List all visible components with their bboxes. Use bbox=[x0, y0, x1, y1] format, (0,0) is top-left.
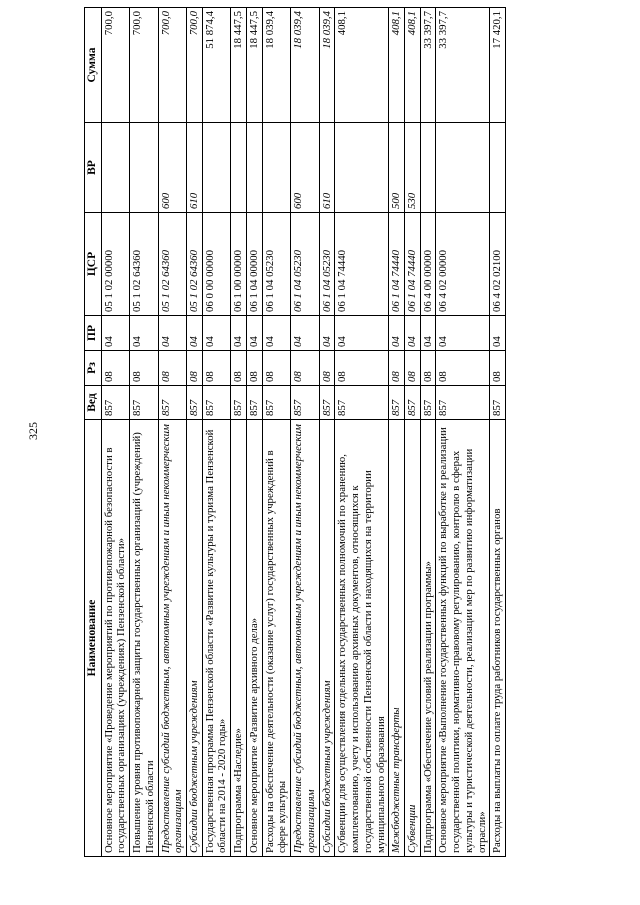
table-header-row bbox=[85, 8, 102, 857]
cell-vr bbox=[202, 123, 230, 213]
cell-csr: 06 1 00 00000 bbox=[231, 213, 247, 316]
cell-vr bbox=[420, 123, 436, 213]
cell-sum: 408,1 bbox=[389, 8, 405, 123]
cell-rz: 08 bbox=[490, 351, 506, 386]
table-row bbox=[186, 8, 202, 857]
cell-vr bbox=[246, 123, 262, 213]
cell-ved: 857 bbox=[231, 386, 247, 420]
table-row bbox=[420, 8, 436, 857]
table-row bbox=[158, 8, 186, 857]
header-name: Наименование bbox=[85, 420, 102, 857]
cell-name: Предоставление субсидий бюджетным, автономным учреждениям и иным некоммерческим организациям bbox=[291, 420, 319, 857]
cell-csr: 05 1 02 64360 bbox=[130, 213, 158, 316]
cell-rz: 08 bbox=[101, 351, 129, 386]
cell-csr: 06 1 04 05230 bbox=[319, 213, 335, 316]
cell-ved: 857 bbox=[101, 386, 129, 420]
cell-vr bbox=[490, 123, 506, 213]
cell-pr: 04 bbox=[389, 316, 405, 351]
cell-csr: 06 4 02 00000 bbox=[436, 213, 490, 316]
cell-name: Расходы на выплаты по оплате труда работников государственных органов bbox=[490, 420, 506, 857]
cell-csr: 05 1 02 00000 bbox=[101, 213, 129, 316]
cell-sum: 33 397,7 bbox=[420, 8, 436, 123]
cell-ved: 857 bbox=[436, 386, 490, 420]
page-number: 325 bbox=[26, 422, 40, 440]
cell-rz: 08 bbox=[389, 351, 405, 386]
cell-name: Межбюджетные трансферты bbox=[389, 420, 405, 857]
cell-rz: 08 bbox=[319, 351, 335, 386]
cell-rz: 08 bbox=[335, 351, 389, 386]
cell-rz: 08 bbox=[186, 351, 202, 386]
cell-sum: 51 874,4 bbox=[202, 8, 230, 123]
cell-ved: 857 bbox=[262, 386, 290, 420]
table-row bbox=[490, 8, 506, 857]
table-row bbox=[246, 8, 262, 857]
table-row bbox=[101, 8, 129, 857]
rotated-page-content bbox=[84, 11, 544, 857]
cell-csr: 05 1 02 64360 bbox=[158, 213, 186, 316]
cell-sum: 408,1 bbox=[404, 8, 420, 123]
cell-ved: 857 bbox=[420, 386, 436, 420]
table-row bbox=[436, 8, 490, 857]
cell-vr: 600 bbox=[158, 123, 186, 213]
cell-name: Подпрограмма «Обеспечение условий реализации программы» bbox=[420, 420, 436, 857]
cell-csr: 06 1 04 05230 bbox=[291, 213, 319, 316]
cell-vr bbox=[130, 123, 158, 213]
cell-name: Основное мероприятие «Развитие архивного дела» bbox=[246, 420, 262, 857]
cell-pr: 04 bbox=[186, 316, 202, 351]
cell-name: Основное мероприятие «Выполнение государственных функций по выработке и реализации государственной политики, нормативно-правовому регулированию, контролю в сферах культуры и туристической деятельности, реализации мер по развитию информатизации отрасли» bbox=[436, 420, 490, 857]
cell-name: Субсидии бюджетным учреждениям bbox=[186, 420, 202, 857]
cell-csr: 06 4 02 02100 bbox=[490, 213, 506, 316]
cell-sum: 33 397,7 bbox=[436, 8, 490, 123]
cell-name: Расходы на обеспечение деятельности (оказание услуг) государственных учреждений в сфере культуры bbox=[262, 420, 290, 857]
header-rz: Рз bbox=[85, 351, 102, 386]
table-body bbox=[101, 8, 506, 857]
cell-pr: 04 bbox=[490, 316, 506, 351]
cell-ved: 857 bbox=[202, 386, 230, 420]
cell-rz: 08 bbox=[202, 351, 230, 386]
cell-name: Субсидии бюджетным учреждениям bbox=[319, 420, 335, 857]
cell-name: Государственная программа Пензенской области «Развитие культуры и туризма Пензенской области на 2014 - 2020 годы» bbox=[202, 420, 230, 857]
table-row bbox=[335, 8, 389, 857]
cell-csr: 05 1 02 64360 bbox=[186, 213, 202, 316]
cell-ved: 857 bbox=[186, 386, 202, 420]
table-row bbox=[130, 8, 158, 857]
cell-sum: 18 039,4 bbox=[319, 8, 335, 123]
cell-vr bbox=[335, 123, 389, 213]
cell-pr: 04 bbox=[291, 316, 319, 351]
cell-sum: 408,1 bbox=[335, 8, 389, 123]
cell-ved: 857 bbox=[246, 386, 262, 420]
cell-pr: 04 bbox=[420, 316, 436, 351]
cell-name: Субвенции для осуществления отдельных государственных полномочий по хранению, комплектованию, учету и использованию архивных документов, относящихся к государственной собственности Пензенской области и находящихся на территории муниципального образования bbox=[335, 420, 389, 857]
cell-pr: 04 bbox=[130, 316, 158, 351]
cell-sum: 18 039,4 bbox=[291, 8, 319, 123]
cell-sum: 18 447,5 bbox=[231, 8, 247, 123]
cell-pr: 04 bbox=[158, 316, 186, 351]
cell-pr: 04 bbox=[335, 316, 389, 351]
cell-pr: 04 bbox=[436, 316, 490, 351]
cell-csr: 06 1 04 74440 bbox=[335, 213, 389, 316]
cell-vr bbox=[262, 123, 290, 213]
header-sum: Сумма bbox=[85, 8, 102, 123]
header-csr: ЦСР bbox=[85, 213, 102, 316]
cell-vr: 610 bbox=[186, 123, 202, 213]
header-ved: Вед bbox=[85, 386, 102, 420]
cell-pr: 04 bbox=[262, 316, 290, 351]
budget-table bbox=[84, 7, 506, 857]
cell-csr: 06 1 04 00000 bbox=[246, 213, 262, 316]
table-row bbox=[202, 8, 230, 857]
cell-sum: 700,0 bbox=[130, 8, 158, 123]
table-row bbox=[319, 8, 335, 857]
cell-name: Подпрограмма «Наследие» bbox=[231, 420, 247, 857]
cell-rz: 08 bbox=[231, 351, 247, 386]
cell-csr: 06 1 04 74440 bbox=[389, 213, 405, 316]
cell-sum: 700,0 bbox=[158, 8, 186, 123]
cell-sum: 700,0 bbox=[101, 8, 129, 123]
cell-ved: 857 bbox=[490, 386, 506, 420]
cell-csr: 06 1 04 74440 bbox=[404, 213, 420, 316]
cell-pr: 04 bbox=[231, 316, 247, 351]
cell-ved: 857 bbox=[130, 386, 158, 420]
cell-vr: 600 bbox=[291, 123, 319, 213]
cell-ved: 857 bbox=[335, 386, 389, 420]
header-vr: ВР bbox=[85, 123, 102, 213]
cell-name: Субвенции bbox=[404, 420, 420, 857]
cell-sum: 700,0 bbox=[186, 8, 202, 123]
table-row bbox=[291, 8, 319, 857]
cell-rz: 08 bbox=[420, 351, 436, 386]
cell-ved: 857 bbox=[291, 386, 319, 420]
cell-name: Повышение уровня противопожарной защиты государственных организаций (учреждений) Пензенской области bbox=[130, 420, 158, 857]
cell-csr: 06 1 04 05230 bbox=[262, 213, 290, 316]
cell-ved: 857 bbox=[404, 386, 420, 420]
header-pr: ПР bbox=[85, 316, 102, 351]
cell-vr bbox=[101, 123, 129, 213]
cell-name: Предоставление субсидий бюджетным, автономным учреждениям и иным некоммерческим организациям bbox=[158, 420, 186, 857]
cell-pr: 04 bbox=[404, 316, 420, 351]
cell-pr: 04 bbox=[101, 316, 129, 351]
cell-csr: 06 0 00 00000 bbox=[202, 213, 230, 316]
cell-ved: 857 bbox=[158, 386, 186, 420]
cell-sum: 18 039,4 bbox=[262, 8, 290, 123]
cell-name: Основное мероприятие «Проведение мероприятий по противопожарной безопасности в государственных организациях (учреждениях) Пензенской области» bbox=[101, 420, 129, 857]
cell-rz: 08 bbox=[262, 351, 290, 386]
table-row bbox=[404, 8, 420, 857]
cell-rz: 08 bbox=[436, 351, 490, 386]
cell-vr: 530 bbox=[404, 123, 420, 213]
cell-ved: 857 bbox=[319, 386, 335, 420]
cell-ved: 857 bbox=[389, 386, 405, 420]
table-row bbox=[262, 8, 290, 857]
cell-rz: 08 bbox=[158, 351, 186, 386]
cell-vr bbox=[436, 123, 490, 213]
cell-pr: 04 bbox=[202, 316, 230, 351]
cell-rz: 08 bbox=[246, 351, 262, 386]
cell-csr: 06 4 00 00000 bbox=[420, 213, 436, 316]
table-row bbox=[231, 8, 247, 857]
cell-pr: 04 bbox=[319, 316, 335, 351]
cell-rz: 08 bbox=[404, 351, 420, 386]
cell-vr bbox=[231, 123, 247, 213]
cell-sum: 18 447,5 bbox=[246, 8, 262, 123]
cell-rz: 08 bbox=[291, 351, 319, 386]
cell-vr: 500 bbox=[389, 123, 405, 213]
table-row bbox=[389, 8, 405, 857]
cell-pr: 04 bbox=[246, 316, 262, 351]
cell-sum: 17 420,1 bbox=[490, 8, 506, 123]
cell-rz: 08 bbox=[130, 351, 158, 386]
cell-vr: 610 bbox=[319, 123, 335, 213]
